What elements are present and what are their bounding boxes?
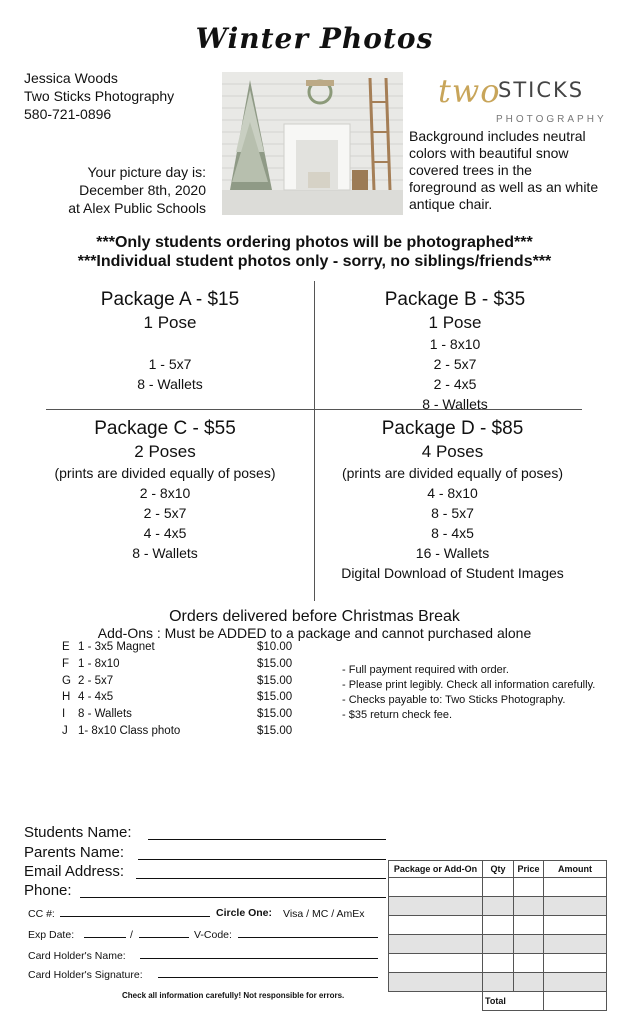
orders-delivered: Orders delivered before Christmas Break [169, 608, 460, 625]
package-d [315, 416, 590, 583]
package-header: Package D - $85 [381, 418, 524, 439]
addon-code: H [62, 691, 71, 703]
picture-day-location: at Alex Public Schools [68, 200, 206, 216]
addon-row [62, 641, 302, 657]
holder-signature-field[interactable] [158, 965, 378, 978]
package-item: 8 - Wallets [137, 376, 203, 392]
addon-code: J [62, 725, 68, 737]
total-label: Total [483, 992, 544, 1011]
vcode-field[interactable] [238, 925, 378, 938]
parent-name-label: Parents Name: [24, 844, 125, 861]
package-poses: 1 Pose [143, 313, 197, 332]
exp-date-label: Exp Date: [28, 929, 75, 941]
package-item: 8 - Wallets [422, 396, 488, 412]
payment-notes [342, 663, 595, 723]
page-title: Winter Photos [195, 22, 434, 55]
addon-item: 1- 8x10 Class photo [78, 725, 181, 737]
package-item: 2 - 5x7 [143, 505, 187, 521]
addon-item: 1 - 8x10 [78, 658, 120, 670]
logo-photography-text: PHOTOGRAPHY [496, 114, 607, 125]
col-qty: Qty [483, 861, 514, 878]
package-poses: 1 Pose [428, 313, 482, 332]
package-header: Package B - $35 [384, 289, 526, 310]
order-row[interactable] [389, 916, 607, 935]
package-item: 2 - 4x5 [433, 376, 477, 392]
addon-item: 4 - 4x5 [78, 691, 114, 703]
note-line: - Full payment required with order. [342, 664, 509, 676]
email-label: Email Address: [24, 863, 125, 880]
note-line: - Please print legibly. Check all information carefully. [342, 679, 596, 691]
package-item: 8 - Wallets [132, 545, 198, 561]
phone-label: Phone: [24, 882, 72, 899]
package-item: 1 - 5x7 [148, 356, 192, 372]
package-note: (prints are divided equally of poses) [341, 465, 563, 481]
addon-item: 1 - 3x5 Magnet [78, 641, 155, 653]
total-amount-field[interactable] [544, 992, 607, 1011]
package-item: 8 - 5x7 [431, 505, 474, 521]
order-row[interactable] [389, 935, 607, 954]
note-line: - Checks payable to: Two Sticks Photography. [342, 694, 566, 706]
col-package: Package or Add-On [389, 861, 483, 878]
phone-field[interactable] [80, 883, 386, 898]
addon-row [62, 658, 302, 674]
two-sticks-logo [438, 70, 608, 130]
order-row[interactable] [389, 878, 607, 897]
package-header: Package A - $15 [100, 289, 240, 310]
exp-month-field[interactable] [84, 925, 126, 938]
cc-number-field[interactable] [60, 904, 210, 917]
note-line: - $35 return check fee. [342, 709, 453, 721]
card-type-options[interactable]: Visa / MC / AmEx [283, 908, 365, 920]
order-row[interactable] [389, 954, 607, 973]
order-row[interactable] [389, 897, 607, 916]
package-poses: 2 Poses [134, 442, 196, 461]
order-total-row [389, 992, 607, 1011]
addon-price: $15.00 [257, 708, 293, 720]
addon-row [62, 725, 302, 741]
contact-company: Two Sticks Photography [24, 88, 175, 104]
addon-code: G [62, 675, 71, 687]
exp-year-field[interactable] [139, 925, 189, 938]
package-note: (prints are divided equally of poses) [54, 465, 276, 481]
package-item: 2 - 5x7 [433, 356, 477, 372]
addon-row [62, 675, 302, 691]
package-b [325, 287, 585, 414]
package-item: 8 - 4x5 [431, 525, 474, 541]
background-photo [222, 72, 403, 215]
contact-block [24, 69, 174, 123]
package-a [40, 287, 300, 394]
addons-header: Add-Ons : Must be ADDED to a package and cannot purchased alone [97, 625, 532, 641]
addon-item: 2 - 5x7 [78, 675, 114, 687]
notice-individual-only: ***Individual student photos only - sorry, no siblings/friends*** [77, 253, 552, 270]
addon-code: F [62, 658, 70, 670]
vcode-label: V-Code: [194, 929, 232, 941]
col-price: Price [514, 861, 544, 878]
package-item: 1 - 8x10 [429, 336, 481, 352]
package-item: 4 - 4x5 [143, 525, 187, 541]
cc-label: CC #: [28, 908, 55, 920]
addon-row [62, 708, 302, 724]
package-item: 16 - Wallets [415, 545, 490, 561]
package-poses: 4 Poses [421, 442, 484, 461]
holder-name-field[interactable] [140, 946, 378, 959]
addon-item: 8 - Wallets [78, 708, 132, 720]
logo-two-text: two [438, 72, 501, 110]
addon-row [62, 691, 302, 707]
package-item: Digital Download of Student Images [341, 565, 564, 581]
holder-signature-label: Card Holder's Signature: [28, 969, 143, 981]
addon-price: $15.00 [257, 725, 293, 737]
addon-price: $15.00 [257, 691, 293, 703]
circle-one-label: Circle One: [216, 907, 273, 919]
parent-name-field[interactable] [138, 845, 386, 860]
contact-name: Jessica Woods [24, 70, 118, 86]
student-name-label: Students Name: [24, 824, 132, 841]
package-item: 4 - 8x10 [427, 485, 478, 501]
picture-day-info [40, 163, 206, 217]
background-description: Background includes neutral colors with beautiful snow covered trees in the foreground as well as an white antique chair. [409, 128, 599, 212]
picture-day-date: December 8th, 2020 [79, 182, 206, 198]
exp-slash: / [130, 929, 133, 941]
student-name-field[interactable] [148, 825, 386, 840]
notice-students-ordering: ***Only students ordering photos will be photographed*** [96, 234, 533, 251]
addon-price: $10.00 [257, 641, 293, 653]
package-item: 2 - 8x10 [139, 485, 191, 501]
order-table-header [389, 861, 607, 878]
order-row[interactable] [389, 973, 607, 992]
picture-day-line: Your picture day is: [87, 164, 206, 180]
logo-sticks-text: STICKS [498, 78, 585, 102]
footer-disclaimer: Check all information carefully! Not responsible for errors. [122, 991, 345, 1000]
col-amount: Amount [544, 861, 607, 878]
package-c [30, 416, 300, 563]
addon-price: $15.00 [257, 675, 293, 687]
holder-name-label: Card Holder's Name: [28, 950, 126, 962]
package-header: Package C - $55 [94, 418, 236, 439]
contact-phone: 580-721-0896 [24, 106, 112, 122]
addon-code: I [62, 708, 66, 720]
email-field[interactable] [136, 864, 386, 879]
addon-code: E [62, 641, 70, 653]
order-table [388, 860, 607, 1011]
addon-price: $15.00 [257, 658, 293, 670]
package-item [40, 334, 300, 354]
